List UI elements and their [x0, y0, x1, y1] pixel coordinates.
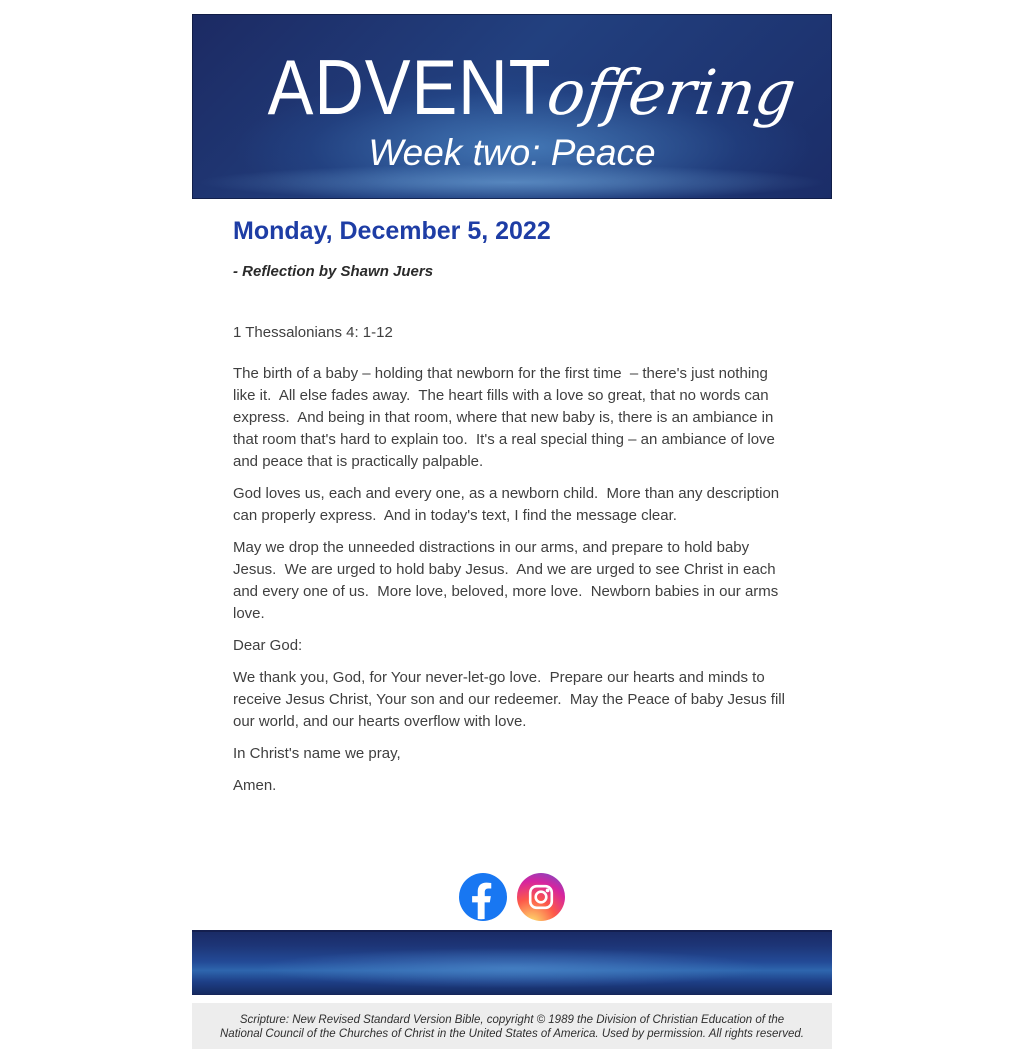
banner-subtitle-week-two-peace: Week two: Peace [368, 132, 656, 173]
facebook-icon[interactable] [459, 873, 507, 921]
scripture-copyright-notice [192, 1003, 832, 1049]
footer-banner-bar [192, 930, 832, 995]
reflection-paragraph: May we drop the unneeded distractions in our arms, and prepare to hold baby Jesus. We are urged to hold baby Jesus. And we are urged to see Christ in each and every one of us. More love, beloved, more love. Newborn babies in our arms love. [233, 538, 783, 622]
banner-title-advent: ADVENT [267, 43, 552, 131]
reflection-paragraph: Amen. [233, 776, 277, 794]
reflection-byline: - Reflection by Shawn Juers [233, 262, 434, 280]
reflection-content [192, 217, 832, 797]
copyright-line-2: National Council of the Churches of Christ in the United States of America. Used by permission. All rights reserved. [220, 1027, 804, 1040]
advent-offering-banner [192, 14, 832, 199]
instagram-icon[interactable] [517, 873, 565, 921]
reflection-paragraph: The birth of a baby – holding that newborn for the first time – there's just nothing like it. All else fades away. The heart fills with a love so great, that no words can express. And being in that room, where that new baby is, there is an ambiance in that room that's hard to explain too. It's a real special thing – an ambiance of love and peace that is practically palpable. [233, 364, 780, 470]
email-body [192, 0, 832, 1049]
reflection-paragraph: We thank you, God, for Your never-let-go love. Prepare our hearts and minds to receive Jesus Christ, Your son and our redeemer. May the Peace of baby Jesus fill our world, and our hearts overflow with love. [233, 668, 790, 730]
scripture-reference: 1 Thessalonians 4: 1-12 [233, 323, 393, 341]
reflection-paragraph: In Christ's name we pray, [233, 744, 401, 762]
reflection-paragraph: Dear God: [233, 636, 303, 654]
social-links-row [192, 873, 832, 921]
copyright-line-1: Scripture: New Revised Standard Version Bible, copyright © 1989 the Division of Christian Education of the [239, 1013, 785, 1026]
reflection-paragraphs [233, 363, 791, 797]
date-heading: Monday, December 5, 2022 [233, 217, 551, 245]
banner-title [229, 43, 800, 131]
banner-title-offering: offering [542, 56, 800, 129]
reflection-paragraph: God loves us, each and every one, as a newborn child. More than any description can properly express. And in today's text, I find the message clear. [233, 484, 784, 524]
